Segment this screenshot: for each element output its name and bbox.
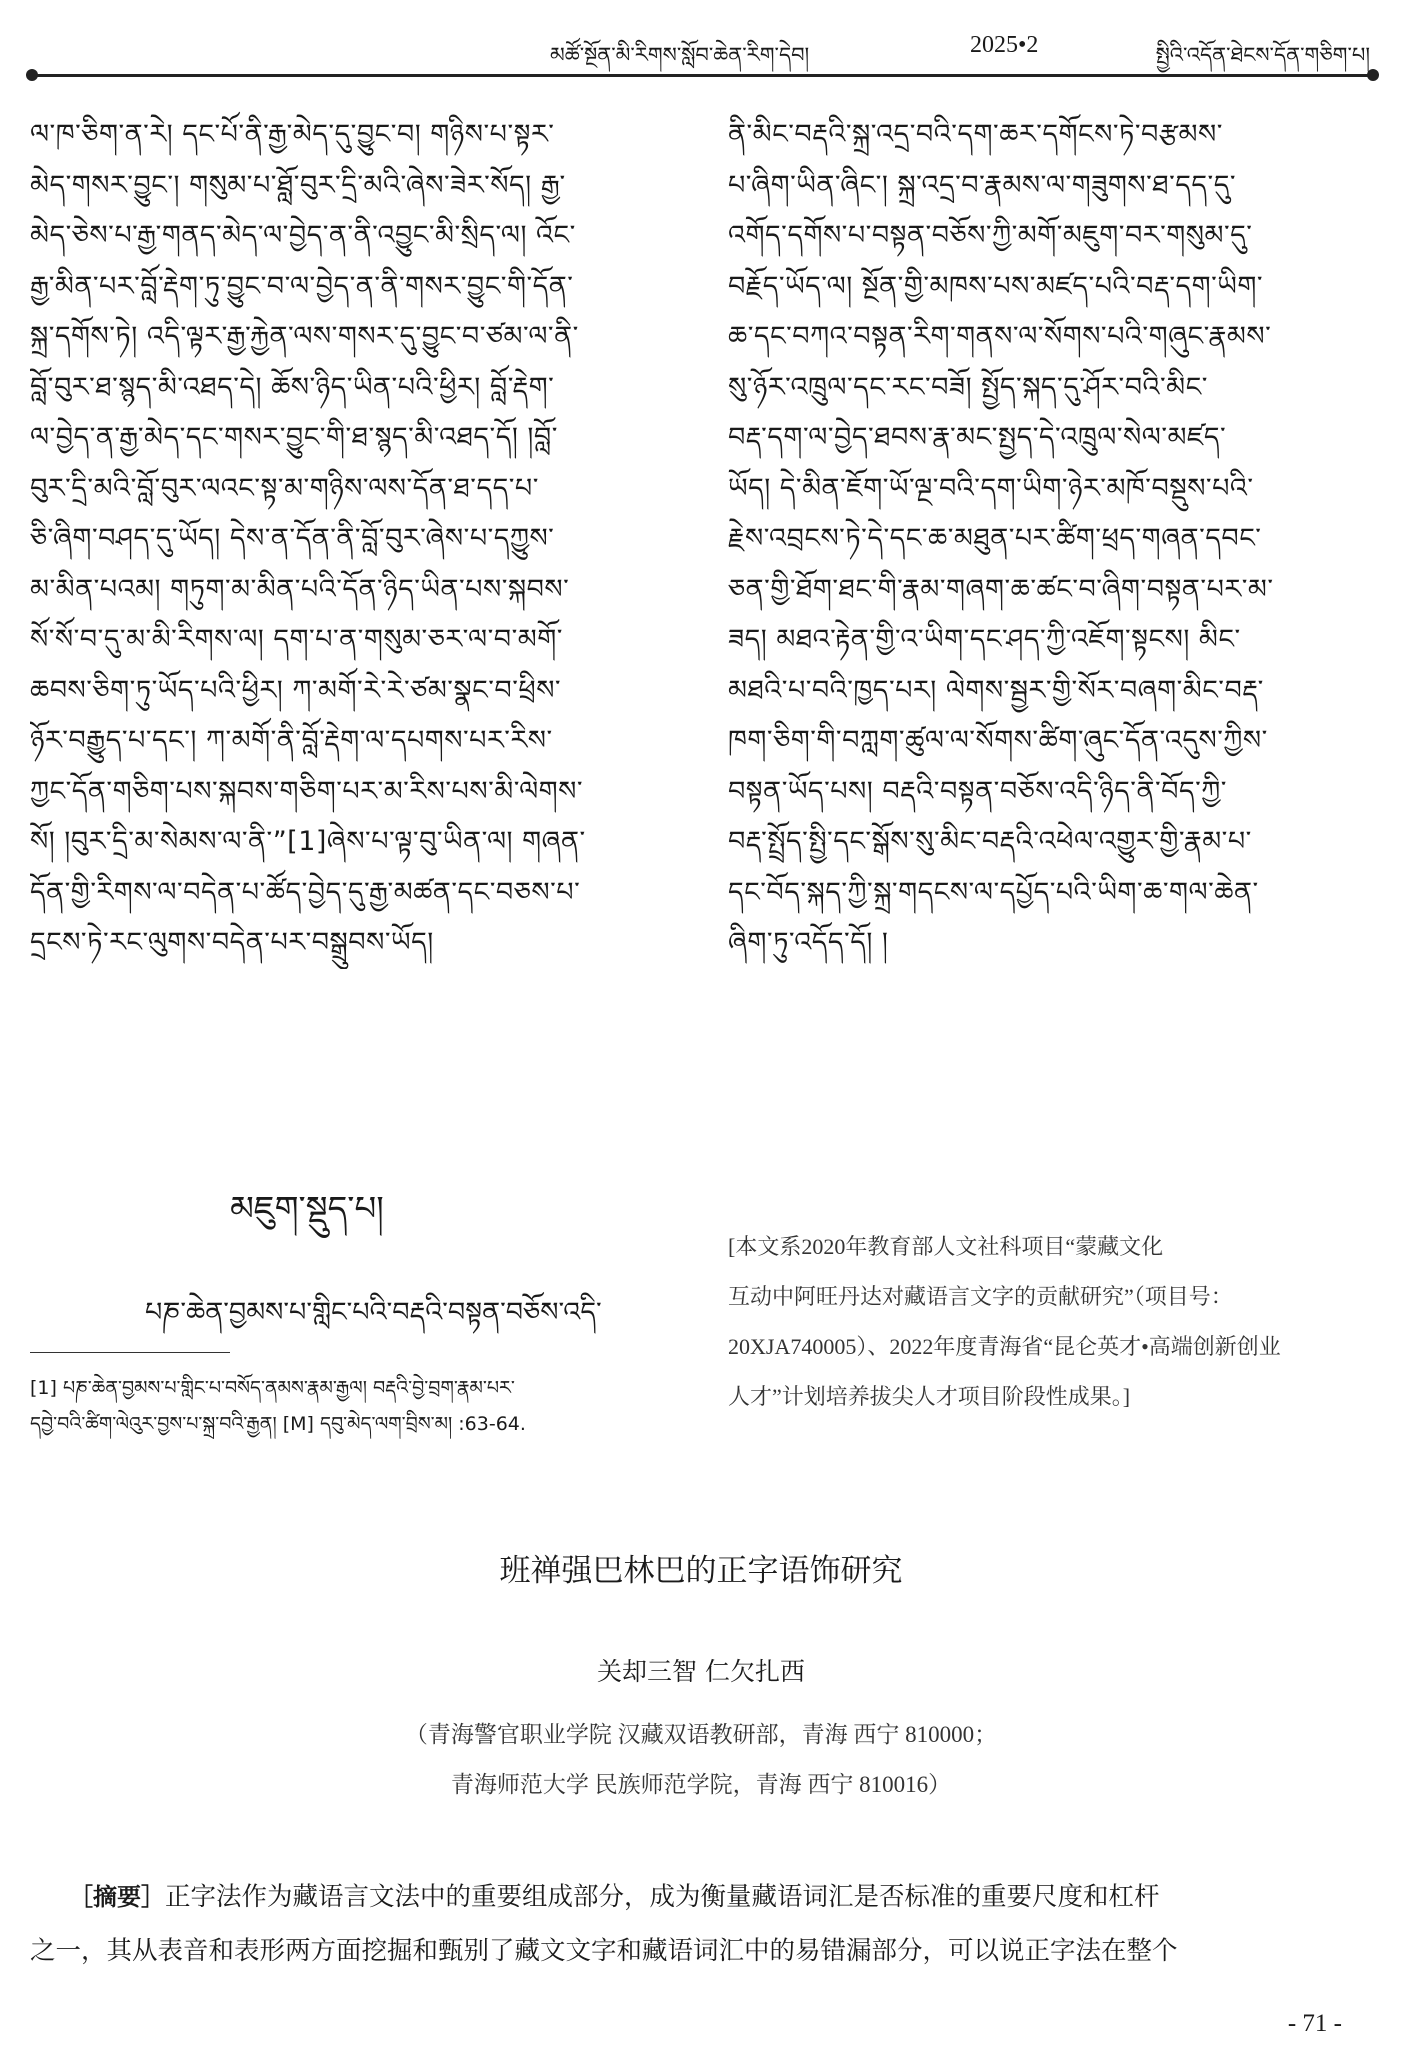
tibetan-text-line: སོ་སོ་བ་དུ་མ་མི་རིགས་ལ། དག་པ་ན་གསུམ་ཅར་ལ་བ་མགོ་ <box>30 624 563 655</box>
right-column-text <box>728 110 1368 969</box>
funding-line: 互动中阿旺丹达对藏语言文字的贡献研究”（项目号： <box>728 1284 1233 1309</box>
footnote <box>30 1370 680 1442</box>
funding-line: 20XJA740005）、2022年度青海省“昆仑英才•高端创新创业 <box>728 1334 1281 1359</box>
author-affiliations <box>0 1710 1402 1810</box>
tibetan-text-line: ཅན་གྱི་ཐོག་ཐང་གི་རྣམ་གཞག་ཆ་ཚང་བ་ཞིག་བསྟན་པར་མ་ <box>728 573 1274 605</box>
footnote-line: [1] པཎ་ཆེན་བྱམས་པ་གླིང་པ་བསོད་ནམས་རྣམ་རྒྱལ། བརྡའི་བྱེ་བྲག་རྣམ་པར་ <box>30 1377 515 1399</box>
affiliation-line: （青海警官职业学院 汉藏双语教研部，青海 西宁 810000； <box>404 1722 998 1747</box>
tibetan-text-line: མ་མིན་པའམ། གཏུག་མ་མིན་པའི་དོན་ཉིད་ཡིན་པས་སྐབས་ <box>30 573 570 605</box>
tibetan-text-line: ཞིག་ཏུ་འདོད་དོ། ། <box>728 927 889 958</box>
tibetan-text-line: རྗེས་འབྲངས་ཏེ་དེ་དང་ཆ་མཐུན་པར་ཚིག་ཕྲད་གཞན་དབང་ <box>728 523 1262 554</box>
tibetan-text-line: ཅི་ཞིག་བཤད་དུ་ཡོད། དེས་ན་དོན་ནི་བློ་བུར་ཞེས་པ་དཀྱུས་ <box>30 523 555 554</box>
funding-line: [本文系2020年教育部人文社科项目“蒙藏文化 <box>728 1234 1164 1259</box>
tibetan-text-line: དང་བོད་སྐད་ཀྱི་སྐྲ་གདངས་ལ་དཔྱོད་པའི་ཡིག་ཆ་གལ་ཆེན་ <box>728 876 1259 908</box>
tibetan-text-line: བློ་བུར་ཐ་སྙད་མི་འཐད་དེ། ཆོས་ཉིད་ཡིན་པའི་ཕྱིར། བློ་རྡེག་ <box>30 371 555 403</box>
tibetan-text-line: རྒྱ་མིན་པར་བློ་རྡེག་ཏུ་བྱུང་བ་ལ་བྱེད་ན་ནི་གསར་བྱུང་གི་དོན་ <box>30 270 574 302</box>
header-rule <box>30 74 1375 77</box>
section-lead-line: པཎ་ཆེན་བྱམས་པ་གླིང་པའི་བརྡའི་བསྟན་བཅོས་འདི་ <box>145 1297 602 1328</box>
funding-line: 人才”计划培养拔尖人才项目阶段性成果。] <box>728 1384 1131 1409</box>
tibetan-text-line: ལ་ཁ་ཅིག་ན་རེ། དང་པོ་ནི་རྒྱ་མེད་དུ་བྱུང་བ། གཉིས་པ་སྟར་ <box>30 119 555 150</box>
article-authors: 关却三智 仁欠扎西 <box>597 1657 805 1686</box>
tibetan-text-line: ཡོད། དེ་མིན་ཇོག་ཡོ་ལྔ་བའི་དག་ཡིག་ཉེར་མཁོ་བསྡུས་པའི་ <box>728 472 1254 504</box>
tibetan-text-line: བུར་དྲི་མའི་བློ་བུར་ལའང་སྟ་མ་གཉིས་ལས་དོན་ཐ་དད་པ་ <box>30 472 539 504</box>
abstract <box>30 1870 1375 1977</box>
tibetan-text-line: ནི་མིང་བརྡའི་སྐྲ་འདྲ་བའི་དག་ཆར་དགོངས་ཏེ་བརྩམས་ <box>728 119 1223 150</box>
tibetan-text-line: མེད་གསར་བྱུང་། གསུམ་པ་ཐློ་བུར་དྲི་མའི་ཞེས་ཟེར་སོད། རྒྱ་ <box>30 169 566 201</box>
page-number: - 71 - <box>1287 2010 1342 2037</box>
tibetan-text-line: ཟད། མཐའ་རྟེན་གྱི་འ་ཡིག་དང་ཤད་ཀྱི་འཇོག་སྟངས། མིང་ <box>728 624 1241 655</box>
abstract-line <box>30 1870 1375 1924</box>
tibetan-text-line: བསྟན་ཡོད་པས། བརྡའི་བསྟན་བཅོས་འདི་ཉིད་ནི་བོད་ཀྱི་ <box>728 775 1227 807</box>
issue-section: སྤྱིའི་འདོན་ཐེངས་དོན་གཅིག་པ། <box>1155 43 1370 67</box>
tibetan-text-line: པ་ཞིག་ཡིན་ཞིང་། སྐྲ་འདྲ་བ་རྣམས་ལ་གཟུགས་ཐ་དད་དུ་ <box>728 169 1237 201</box>
abstract-label: ［摘要］ <box>81 1883 166 1911</box>
abstract-line: 之一，其从表音和表形两方面挖掘和甄别了藏文文字和藏语词汇中的易错漏部分，可以说正字法在整个 <box>30 1936 1178 1965</box>
tibetan-text-line: འགོད་དགོས་པ་བསྟན་བཅོས་ཀྱི་མགོ་མཇུག་བར་གསུམ་དུ་ <box>728 220 1253 251</box>
tibetan-text-line: དྲངས་ཏེ་རང་ལུགས་བདེན་པར་བསྒྲུབས་ཡོད། <box>30 927 434 958</box>
tibetan-text-line: ཁག་ཅིག་གི་བཀླག་ཚུལ་ལ་སོགས་ཚིག་ཞུང་དོན་འདུས་ཀྱིས་ <box>728 725 1268 756</box>
tibetan-text-line: མེད་ཅེས་པ་རྒྱ་གནད་མེད་ལ་བྱེད་ན་ནི་འབྱུང་མི་སྲིད་ལ། འོང་ <box>30 220 576 251</box>
affiliation-line: 青海师范大学 民族师范学院，青海 西宁 810016） <box>450 1772 952 1797</box>
abstract-text: 正字法作为藏语言文法中的重要组成部分，成为衡量藏语词汇是否标准的重要尺度和杠杆 <box>165 1882 1160 1911</box>
journal-name: མཚོ་སྔོན་མི་རིགས་སློབ་ཆེན་རིག་དེབ། <box>550 43 810 67</box>
footnote-line: དབྱེ་བའི་ཚིག་ལེའུར་བྱས་པ་སྐྲ་བའི་རྒྱན། [M] དབུ་མེད་ལག་བྲིས་མ། :63-64. <box>30 1413 526 1435</box>
footnote-rule <box>30 1352 230 1353</box>
tibetan-text-line: མཐའི་པ་བའི་ཁྱད་པར། ལེགས་སྦྱར་གྱི་སོར་བཞག་མིང་བརྡ་ <box>728 674 1264 706</box>
article-title: 班禅强巴林巴的正字语饰研究 <box>499 1553 903 1589</box>
tibetan-text-line: ཆ་དང་བཀའ་བསྟན་རིག་གནས་ལ་སོགས་པའི་གཞུང་རྣམས་ <box>728 321 1272 352</box>
section-heading: མཇུག་སྡུད་པ། <box>230 1189 384 1229</box>
tibetan-text-line: ཉོར་བརྒྱུད་པ་དང་། ཀ་མགོ་ནི་བློ་རྡེག་ལ་དཔགས་པར་རིས་ <box>30 725 553 756</box>
tibetan-text-line: སོ། །བུར་དྲི་མ་སེམས་ལ་ནི་”[1]ཞེས་པ་ལྟ་བུ་ཡིན་ལ། གཞན་ <box>30 826 586 857</box>
running-header <box>30 28 1370 72</box>
funding-note <box>728 1222 1368 1422</box>
tibetan-text-line: དོན་གྱི་རིགས་ལ་བདེན་པ་ཚོད་བྱེད་དུ་རྒྱ་མཚན་དང་བཅས་པ་ <box>30 876 581 908</box>
tibetan-text-line: ཆབས་ཅིག་ཏུ་ཡོད་པའི་ཕྱིར། ཀ་མགོ་རེ་རེ་ཙམ་སྣང་བ་ཕྲིས་ <box>30 674 562 706</box>
tibetan-text-line: བརྡ་དག་ལ་བྱེད་ཐབས་རྣ་མང་སྤྱད་དེ་འཁྲུལ་སེལ་མཛད་ <box>728 422 1227 453</box>
year-issue: 2025•2 <box>970 32 1039 58</box>
tibetan-text-line: ཀྱང་དོན་གཅིག་པས་སྐབས་གཅིག་པར་མ་རིས་པས་མི་ལེགས་ <box>30 775 584 807</box>
tibetan-text-line: བརྗོད་ཡོད་ལ། སྔོན་གྱི་མཁས་པས་མཛད་པའི་བརྡ་དག་ཡིག་ <box>728 270 1264 302</box>
tibetan-text-line: བརྡ་སྤྲོད་སྤྱི་དང་སྒོས་སུ་མིང་བརྡའི་འཕེལ་འགྱུར་གྱི་རྣམ་པ་ <box>728 826 1252 857</box>
tibetan-text-line: སྐྲ་དགོས་ཏེ། འདི་ལྟར་རྒྱ་རྐྱེན་ལས་གསར་དུ་བྱུང་བ་ཙམ་ལ་ནི་ <box>30 321 579 352</box>
tibetan-text-line: སུ་ཉོར་འཁྲུལ་དང་རང་བཟོ། སྤྱོད་སྐད་དུ་ཤོར་བའི་མིང་ <box>728 371 1208 403</box>
left-column-text <box>30 110 670 969</box>
tibetan-text-line: ལ་བྱེད་ན་རྒྱ་མེད་དང་གསར་བྱུང་གི་ཐ་སྙད་མི་འཐད་དོ། །བློ་ <box>30 422 558 453</box>
